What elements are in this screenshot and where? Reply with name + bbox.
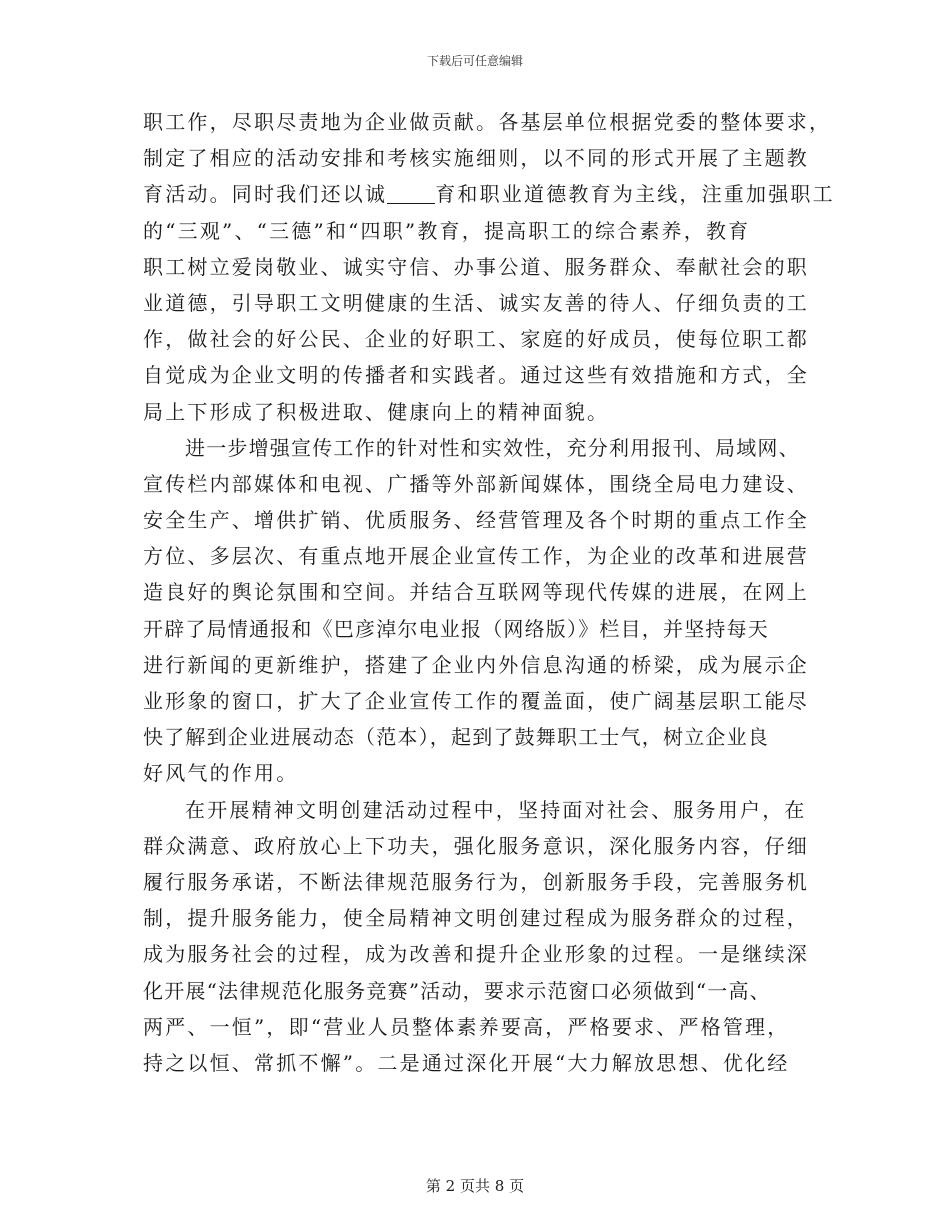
paragraph-1-line: 自觉成为企业文明的传播者和实践者。通过这些有效措施和方式，全 [143,363,809,388]
page-number-footer: 第 2 页共 8 页 [425,1177,525,1195]
paragraph-2-line: 好风气的作用。 [143,761,299,786]
paragraph-2-line: 宣传栏内部媒体和电视、广播等外部新闻媒体，围绕全局电力建设、 [143,471,809,496]
paragraph-1-line: 职工树立爱岗敬业、诚实守信、办事公道、服务群众、奉献社会的职 [143,254,809,279]
paragraph-1-line: 职工作，尽职尽责地为企业做贡献。各基层单位根据党委的整体要求， [143,110,832,134]
document-body [143,104,835,1081]
paragraph-3-line: 化开展“法律规范化服务竞赛”活动，要求示范窗口必须做到“一高、 [143,978,771,1003]
paragraph-2-line: 开辟了局情通报和《巴彦淖尔电业报（网络版）》栏目，并坚持每天 [143,616,769,641]
line-text-after-blank: 育和职业道德教育为主线，注重加强职工 [435,182,835,207]
paragraph-1-line: 业道德，引导职工文明健康的生活、诚实友善的待人、仔细负责的工 [143,290,809,315]
paragraph-3-line: 制，提升服务能力，使全局精神文明创建过程成为服务群众的过程， [143,906,809,931]
paragraph-3-line: 持之以恒、常抓不懈”。二是通过深化开展“大力解放思想、优化经 [143,1050,790,1075]
paragraph-3-line: 履行服务承诺，不断法律规范服务行为，创新服务手段，完善服务机 [143,869,809,894]
page-header: 下载后可任意编辑 [426,54,523,68]
paragraph-3-line: 成为服务社会的过程，成为改善和提升企业形象的过程。一是继续深 [143,942,809,967]
paragraph-1-line: 的“三观”、“三德”和“四职”教育，提高职工的综合素养，教育 [143,218,751,243]
paragraph-2-line: 进一步增强宣传工作的针对性和实效性，充分利用报刊、局域网、 [185,435,800,460]
paragraph-1-line: 作，做社会的好公民、企业的好职工、家庭的好成员，使每位职工都 [143,327,809,352]
line-text-before-blank: 育活动。同时我们还以诚 [143,182,388,207]
paragraph-1-line [143,176,835,212]
paragraph-1-line: 制定了相应的活动安排和考核实施细则，以不同的形式开展了主题教 [143,146,809,171]
paragraph-2-line: 进行新闻的更新维护，搭建了企业内外信息沟通的桥梁，成为展示企 [143,652,809,677]
paragraph-2-line: 造良好的舆论氛围和空间。并结合互联网等现代传媒的进展，在网上 [143,580,809,605]
paragraph-3-line: 群众满意、政府放心上下功夫，强化服务意识，深化服务内容，仔细 [143,833,809,858]
paragraph-2-line: 业形象的窗口，扩大了企业宣传工作的覆盖面，使广阔基层职工能尽 [143,689,809,713]
paragraph-2-line: 快了解到企业进展动态（范本），起到了鼓舞职工士气，树立企业良 [143,725,769,750]
paragraph-2-line: 安全生产、增供扩销、优质服务、经营管理及各个时期的重点工作全 [143,508,809,533]
paragraph-3-line: 两严、一恒”，即“营业人员整体素养要高，严格要求、严格管理， [143,1014,790,1039]
paragraph-1-line: 局上下形成了积极进取、健康向上的精神面貌。 [143,399,610,424]
fill-in-blank [387,183,435,204]
paragraph-3-line: 在开展精神文明创建活动过程中，坚持面对社会、服务用户，在 [185,797,807,822]
paragraph-2-line: 方位、多层次、有重点地开展企业宣传工作，为企业的改革和进展营 [143,544,809,569]
